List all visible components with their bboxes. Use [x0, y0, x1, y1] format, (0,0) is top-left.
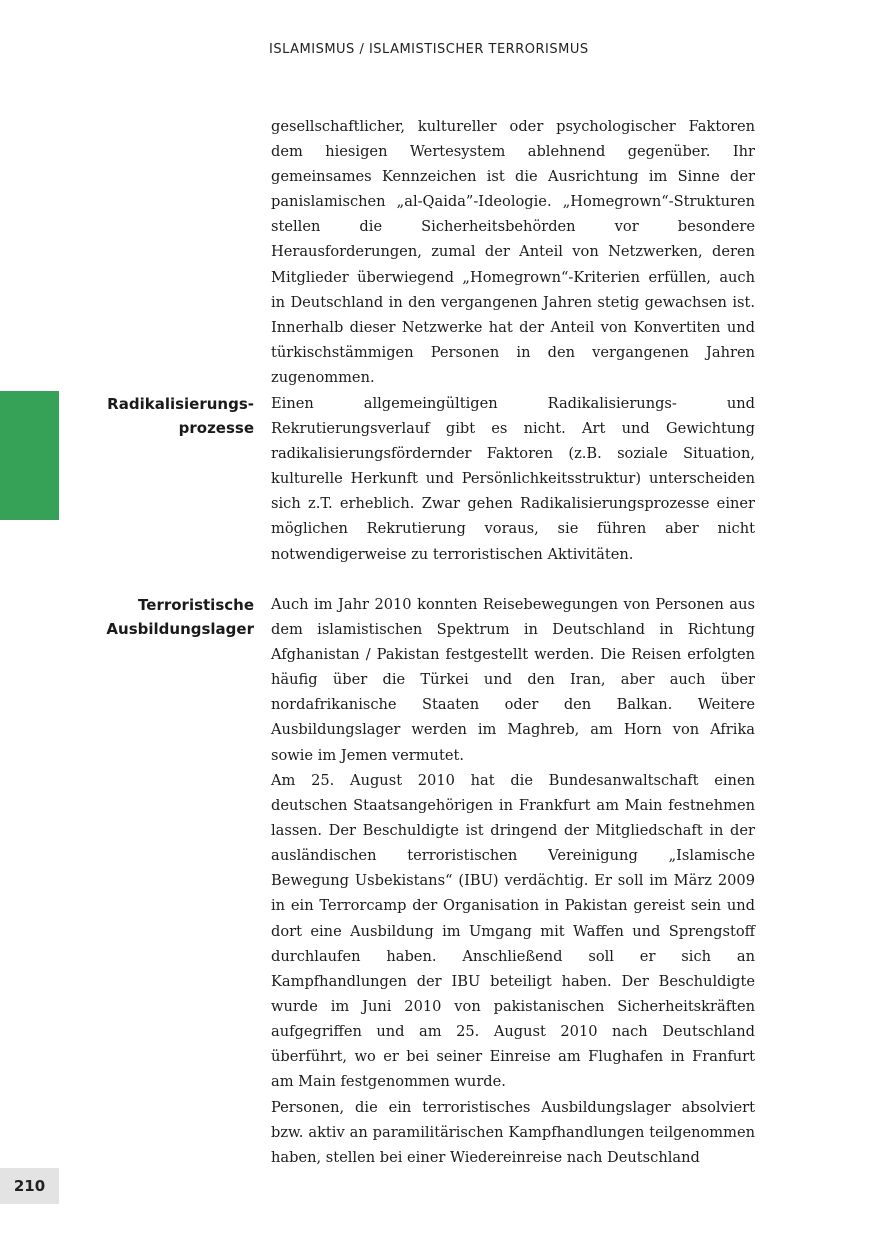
paragraph-camps: Auch im Jahr 2010 konnten Reisebewegungen von Personen aus dem islamistischen Spektrum in Deutschland in Richtung Afghanistan / Pakistan festgestellt werden. Die Reisen erfolgten häufig über die Türkei und den Iran, aber auch über nordafrikanische Staaten oder den Balkan. Weitere Ausbildungslager werden im Maghreb, am Horn von Afrika sowie im Jemen vermutet.	[271, 596, 755, 764]
side-heading-line: Terroristische	[138, 596, 254, 614]
paragraph-intro: gesellschaftlicher, kultureller oder psychologischer Faktoren dem hiesigen Wertesystem ablehnend gegenüber. Ihr gemeinsames Kennzeichen ist die Ausrichtung im Sinne der panislamischen „al-Qaida”-Ideologie. „Homegrown“-Strukturen stellen die Sicherheitsbehörden vor besondere Herausforderungen, zumal der Anteil von Netzwerken, deren Mitglieder überwiegend „Homegrown“-Kriterien erfüllen, auch in Deutschland in den vergangenen Jahren stetig gewachsen ist. Innerhalb dieser Netzwerke hat der Anteil von Konvertiten und türkischstämmigen Personen in den vergangenen Jahren zugenommen.	[271, 118, 755, 386]
paragraph-radicalization: Einen allgemeingültigen Radikalisierungs- und Rekrutierungsverlauf gibt es nicht. Art und Gewichtung radikalisierungsfördernder Faktoren (z.B. soziale Situation, kulturelle Herkunft und Persönlichkeitsstruktur) unterscheiden sich z.T. erheblich. Zwar gehen Radikalisierungsprozesse einer möglichen Rekrutierung voraus, sie führen aber nicht notwendigerweise zu terroristischen Aktivitäten.	[271, 395, 755, 563]
paragraph-arrest: Am 25. August 2010 hat die Bundesanwaltschaft einen deutschen Staatsangehörigen in Frankfurt am Main festnehmen lassen. Der Beschuldigte ist dringend der Mitgliedschaft in der ausländischen terroristischen Vereinigung „Islamische Bewegung Usbekistans“ (IBU) verdächtig. Er soll im März 2009 in ein Terrorcamp der Organisation in Pakistan gereist sein und dort eine Ausbildung im Umgang mit Waffen und Sprengstoff durchlaufen haben. Anschließend soll er sich an Kampfhandlungen der IBU beteiligt haben. Der Beschuldigte wurde im Juni 2010 von pakistanischen Sicherheitskräften aufgegriffen und am 25. August 2010 nach Deutschland überführt, wo er bei seiner Einreise am Flughafen in Franfurt am Main festgenommen wurde.	[271, 772, 755, 1091]
page-number: 210	[0, 1168, 59, 1204]
side-heading-camps	[14, 593, 254, 641]
side-heading-line: Ausbildungslager	[106, 620, 254, 638]
side-heading-radicalization	[14, 392, 254, 440]
side-heading-line: prozesse	[178, 419, 254, 437]
running-title: ISLAMISMUS / ISLAMISTISCHER TERRORISMUS	[269, 42, 589, 57]
side-heading-line: Radikalisierungs-	[107, 395, 254, 413]
paragraph-returnees: Personen, die ein terroristisches Ausbildungslager absolviert bzw. aktiv an paramilitärischen Kampfhandlungen teilgenommen haben, stellen bei einer Wiedereinreise nach Deutschland	[271, 1099, 755, 1167]
